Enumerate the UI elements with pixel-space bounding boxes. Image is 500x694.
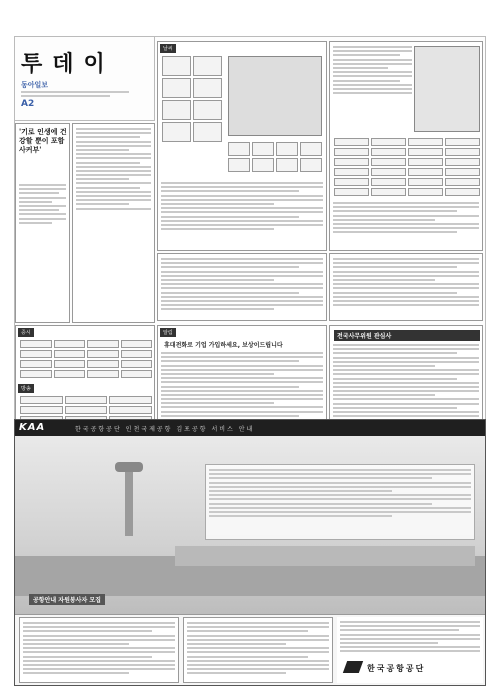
weather-table <box>334 138 480 196</box>
weather-world-map <box>228 56 322 136</box>
weather-header: 날씨 <box>160 44 176 53</box>
ad-top-text: 한국공항공단 인천국제공항 김포공항 서비스 안내 <box>75 426 255 433</box>
left-headline-column <box>15 123 70 323</box>
weather-city-grid <box>228 142 322 172</box>
control-tower-icon <box>125 466 133 536</box>
masthead-title: 투데이 <box>21 51 115 77</box>
ad-airport-photo <box>15 436 486 614</box>
ad-text-panel <box>205 464 475 540</box>
left-headline: '기로 인생에 건강할 뿐이 포함사커부' <box>19 127 67 154</box>
airport-advertisement <box>14 419 486 686</box>
masthead-page-number: A2 <box>21 99 35 110</box>
ad-left-info <box>19 617 179 683</box>
masthead-subtitle: 동아일보 <box>21 81 49 89</box>
ad-mid-info <box>183 617 333 683</box>
weather-icon-grid <box>162 56 222 142</box>
notice-header: 알림 <box>160 328 176 337</box>
korea-map <box>414 46 480 132</box>
lower-box-title: 휴대전화로 기업 가입하세요, 보상이드립니다 <box>164 342 283 349</box>
stock-table <box>20 340 152 378</box>
middle-article-strip <box>157 253 327 321</box>
right-weather-section <box>329 41 483 251</box>
masthead <box>15 37 155 121</box>
weather-section <box>157 41 327 251</box>
right-article-strip <box>329 253 483 321</box>
ad-promo-title: 공항안내 자원봉사자 모집 <box>29 594 105 605</box>
ad-info-strip <box>15 614 486 686</box>
right-box-title: 전국사무위원 관심사 <box>334 330 480 341</box>
tv-header: 방송 <box>18 384 34 393</box>
ad-brand: 한국공항공단 <box>367 663 426 673</box>
stock-header: 증시 <box>18 328 34 337</box>
ad-right-info <box>337 617 483 683</box>
brand-logo-icon <box>343 661 363 673</box>
ad-logo: KAA <box>19 422 46 433</box>
masthead-date-lines <box>21 91 148 97</box>
center-left-article <box>72 123 155 323</box>
ad-top-bar <box>15 420 485 436</box>
